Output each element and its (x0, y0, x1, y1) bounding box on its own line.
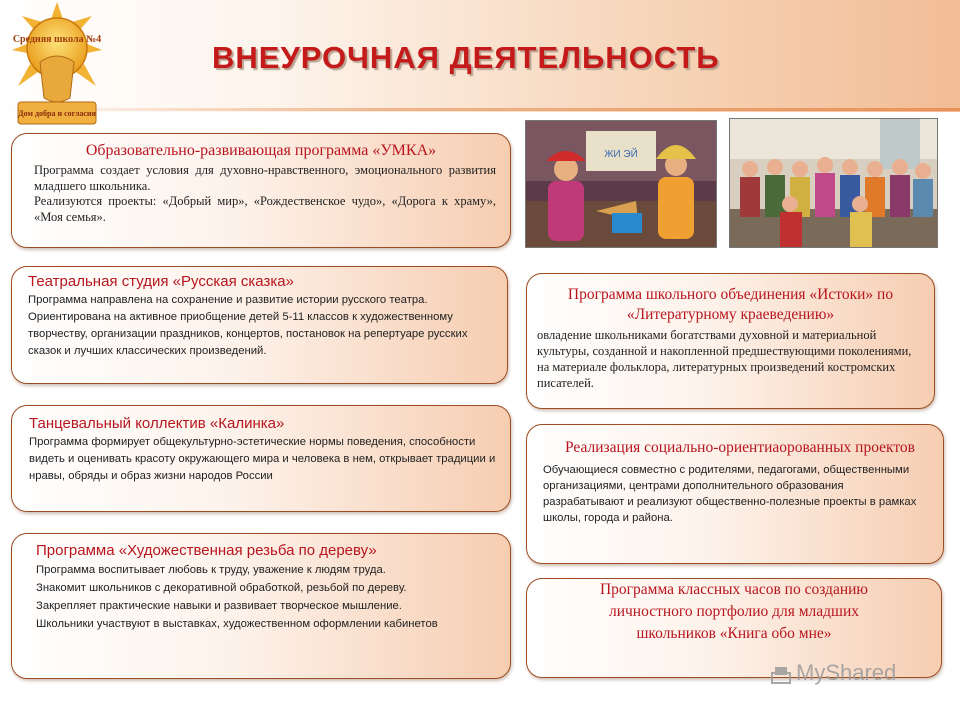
social-projects-title: Реализация социально-ориентиаорованных проектов (565, 439, 915, 456)
photo-theater-performance (525, 120, 717, 248)
istoki-program-title: Программа школьного объединения «Истоки» по «Литературному краеведению» (567, 286, 894, 323)
program-umka-box (11, 133, 511, 248)
program-umka-text: Программа создает условия для духовно-нравственного, эмоционального развития младшего школьника. Реализуются проекты: «Добрый мир», «Рождественское чудо», «Дорога к храму», «Моя семья». (34, 163, 496, 224)
class-hours-title: Программа классных часов по созданию личностного портфолио для младших школьников «Книга обо мне» (599, 581, 868, 642)
program-umka-title: Образовательно-развивающая программа «УМКА» (85, 142, 437, 159)
logo-top-text: Средняя школа №4 (12, 34, 102, 45)
woodcarving-box (11, 533, 511, 679)
logo-bottom-text: Дом добра и согласия (18, 109, 96, 118)
photo-group-costumes (729, 118, 938, 248)
page-title: ВНЕУРОЧНАЯ ДЕЯТЕЛЬНОСТЬ (212, 40, 720, 75)
woodcarving-text: Программа воспитывает любовь к труду, уважение к людям труда. Знакомит школьников с декоративной обработкой, резьбой по дереву. Закрепляет практические навыки и развивает творческое мышление. Школьники участвуют в выставках, художественном оформлении кабинетов (36, 564, 438, 630)
theater-studio-title: Театральная студия «Русская сказка» (28, 273, 294, 290)
istoki-program-box (526, 273, 935, 409)
myshared-watermark (770, 660, 896, 686)
woodcarving-title: Программа «Художественная резьба по дереву» (36, 542, 377, 559)
dance-group-box (11, 405, 511, 512)
dance-group-title: Танцевальный коллектив «Калинка» (29, 415, 285, 432)
header-divider (0, 108, 960, 111)
school-logo (12, 2, 102, 126)
social-projects-box (526, 424, 944, 564)
social-projects-text: Обучающиеся совместно с родителями, педагогами, общественными организациями, центрами дополнительного образования разрабатывают и реализуют общественно-полезные проекты в рамках школы, города и района. (543, 464, 917, 524)
theater-studio-text: Программа направлена на сохранение и развитие истории русского театра. Ориентирована на активное приобщение детей 5-11 классов к художественному творчеству, организации праздников, концертов, постановок на репертуаре русских сказок и лучших классических произведений. (28, 294, 468, 357)
istoki-program-text: овладение школьниками богатствами духовной и материальной культуры, созданной и накопленной предшествующими поколениями, на материале фольклора, литературных произведений костромских писателей. (537, 328, 912, 390)
svg-text:ЖИ ЭЙ: ЖИ ЭЙ (604, 149, 638, 160)
watermark-text: MyShared (796, 660, 897, 685)
dance-group-text: Программа формирует общекультурно-эстетические нормы поведения, способности видеть и оценивать красоту окружающего мира и человека в нем, открывает традиции и нравы, обряды и образ жизни народов России (29, 436, 496, 482)
theater-studio-box (11, 266, 508, 384)
myshared-logo-icon (770, 663, 792, 685)
